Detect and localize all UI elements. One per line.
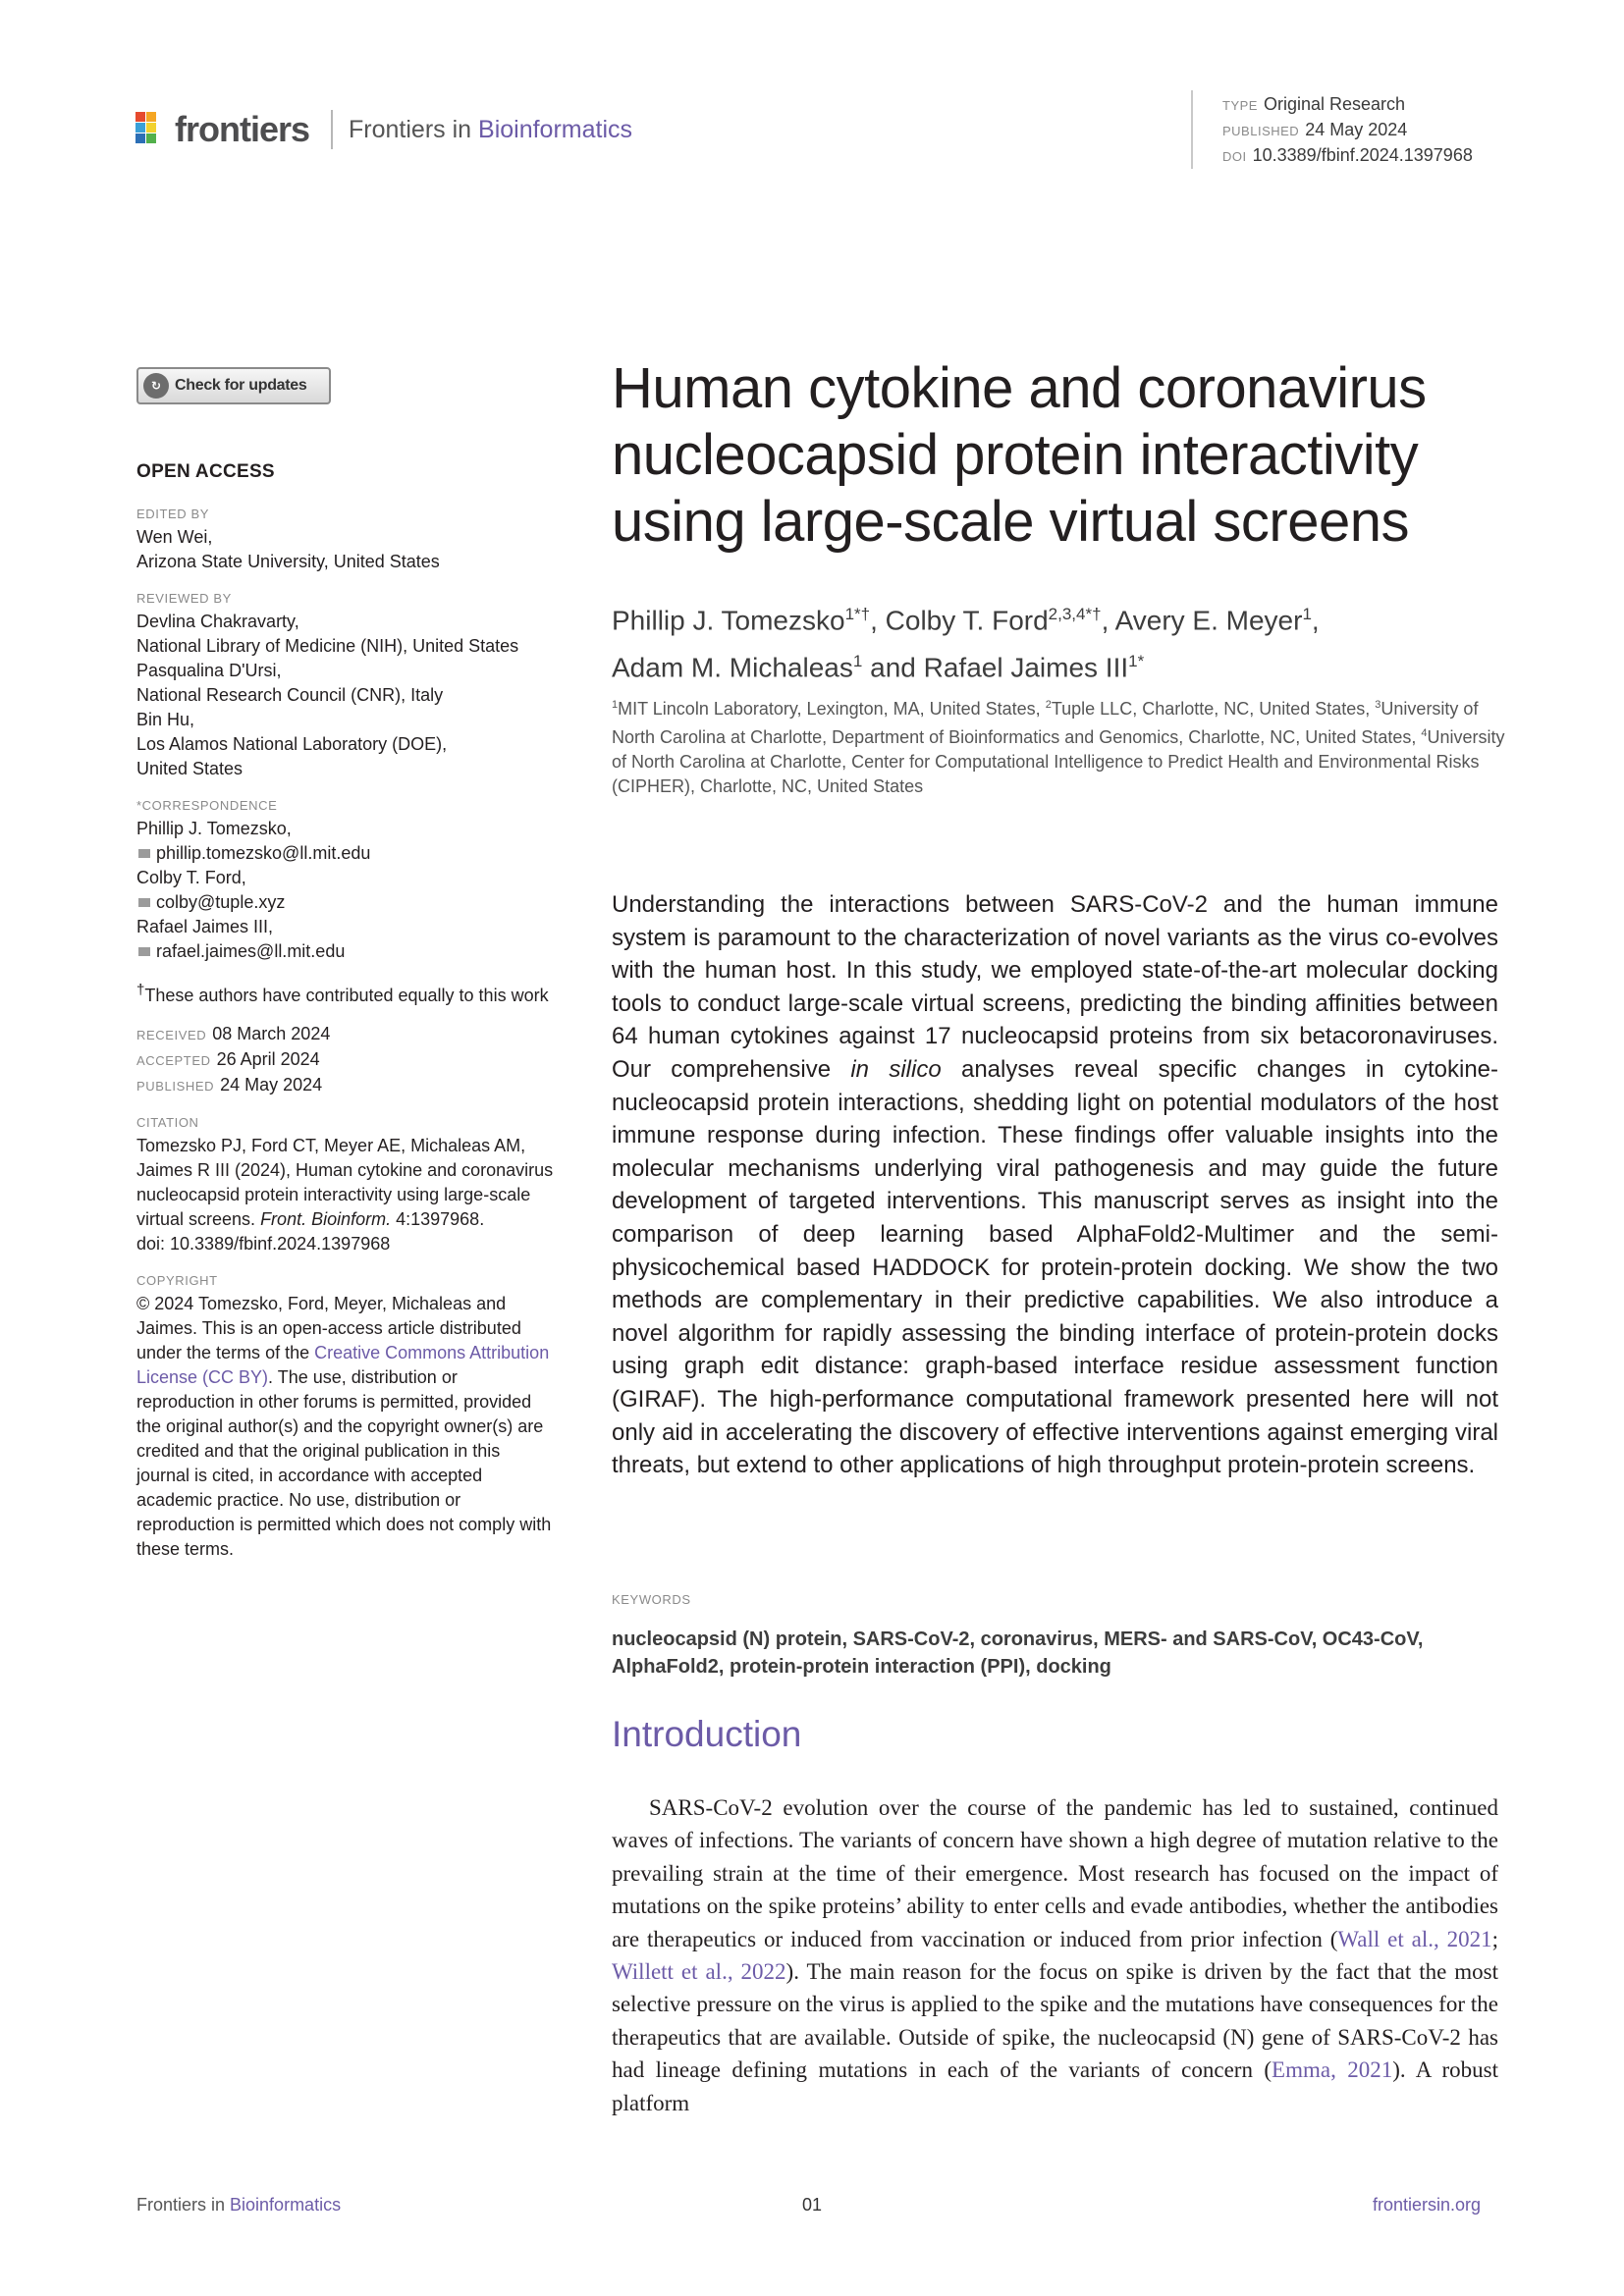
header-divider — [331, 110, 333, 149]
editor-affiliation: Arizona State University, United States — [136, 552, 440, 571]
article-meta — [1222, 92, 1473, 169]
frontiers-logo[interactable] — [134, 108, 632, 151]
journal-name — [349, 116, 632, 144]
author-name: Colby T. Ford — [885, 605, 1049, 636]
citation-link[interactable]: Wall et al., 2021 — [1337, 1926, 1492, 1951]
reviewer-line: United States — [136, 759, 244, 778]
meta-divider — [1191, 90, 1193, 169]
author-sup: 1* — [1128, 652, 1145, 671]
corr-name: Colby T. Ford, — [136, 868, 246, 887]
affil-sup: 3 — [1375, 699, 1381, 711]
doi-row — [1222, 143, 1473, 169]
citation-journal: Front. Bioinform. — [260, 1209, 392, 1229]
author-name: Adam M. Michaleas — [612, 652, 853, 683]
abstract-italic: in silico — [850, 1055, 942, 1083]
abstract-part1: Understanding the interactions between SARS-CoV-2 and the human immune system is paramount to the characterization of novel variants as the virus co-evolves with the human host. In this study, we employed state-of-the-art molecular docking tools to conduct large-scale virtual screens, predicting the binding affinities between 64 human cytokines against 17 nucleocapsid proteins from six betacoronaviruses. Our comprehensive — [612, 891, 1498, 1083]
copyright-section — [136, 1270, 554, 1562]
reviewer-line: National Research Council (CNR), Italy — [136, 685, 444, 705]
article-title: Human cytokine and coronavirus nucleocapsid protein interactivity using large-scale virtual screens — [612, 356, 1427, 554]
citation-text: Tomezsko PJ, Ford CT, Meyer AE, Michaleas AM, Jaimes R III (2024), Human cytokine and coronavirus nucleocapsid protein interactivity using large-scale virtual screens. — [136, 1136, 554, 1229]
citation-link[interactable]: Willett et al., 2022 — [612, 1959, 786, 1985]
corr-email-row — [136, 890, 554, 915]
affiliations — [612, 693, 1505, 799]
corr-email-row — [136, 841, 554, 866]
affil-text: University of North Carolina at Charlotte, Center for Computational Intelligence to Predict Health and Environmental Risks (CIPHER), Charlotte, NC, United States — [612, 727, 1505, 796]
footer-brand: Bioinformatics — [230, 2195, 342, 2215]
type-value: Original Research — [1263, 94, 1406, 114]
edited-by-label: EDITED BY — [136, 507, 210, 521]
check-updates-label: Check for updates — [175, 377, 307, 394]
check-updates-icon: ↻ — [143, 373, 169, 399]
received-row — [136, 1022, 554, 1047]
sidebar — [136, 459, 554, 1575]
published-row — [1222, 118, 1473, 143]
author-sep: , — [1311, 605, 1320, 636]
reviewer-line: Pasqualina D'Ursi, — [136, 661, 282, 680]
published-value: 24 May 2024 — [1305, 120, 1408, 139]
editor-name: Wen Wei, — [136, 527, 213, 547]
mail-icon — [138, 898, 150, 907]
dates-section — [136, 1022, 554, 1098]
affil-text: Tuple LLC, Charlotte, NC, United States, — [1051, 699, 1376, 719]
corr-email[interactable]: rafael.jaimes@ll.mit.edu — [156, 941, 346, 961]
footer-journal — [136, 2195, 341, 2216]
published-label: PUBLISHED — [136, 1079, 215, 1094]
received-date: 08 March 2024 — [212, 1024, 331, 1043]
mail-icon — [138, 947, 150, 956]
accepted-row — [136, 1047, 554, 1073]
page-number: 01 — [802, 2195, 823, 2215]
introduction-heading: Introduction — [612, 1714, 802, 1754]
type-label: TYPE — [1222, 98, 1258, 113]
doi-value[interactable]: 10.3389/fbinf.2024.1397968 — [1252, 145, 1473, 165]
edited-by-section — [136, 504, 554, 574]
corr-name: Rafael Jaimes III, — [136, 917, 274, 936]
type-row — [1222, 92, 1473, 118]
affil-text: MIT Lincoln Laboratory, Lexington, MA, United States, — [618, 699, 1046, 719]
citation-doi: doi: 10.3389/fbinf.2024.1397968 — [136, 1234, 391, 1254]
mail-icon — [138, 849, 150, 858]
abstract-part2: analyses reveal specific changes in cytokine-nucleocapsid protein interactions, shedding light on potential modulators of the host immune response during infection. These findings offer valuable insights into the molecular mechanisms underlying viral pathogenesis and may guide the future development of targeted interventions. This manuscript serves as insight into the comparison of deep learning based AlphaFold2-Multimer and the semi-physicochemical based HADDOCK for protein-protein docking. We show the two methods are complementary in their predictive capabilities. We also introduce a novel algorithm for rapidly assessing the binding interface of protein-protein docks using graph edit distance: graph-based interface residue assessment function (GIRAF). The high-performance computational framework presented here will not only aid in accelerating the discovery of effective interventions against emerging viral threats, but extend to other applications of high throughput protein-protein screens. — [612, 1055, 1498, 1479]
author-sup: 1 — [1302, 605, 1312, 623]
published-date: 24 May 2024 — [220, 1075, 323, 1095]
author-name: Avery E. Meyer — [1114, 605, 1303, 636]
cc-license-link[interactable]: Creative Commons Attribution License (CC BY) — [136, 1343, 550, 1387]
accepted-label: ACCEPTED — [136, 1053, 211, 1068]
citation-link[interactable]: Emma, 2021 — [1272, 2057, 1393, 2083]
citation-section — [136, 1112, 554, 1256]
affil-sup: 2 — [1045, 699, 1052, 711]
affil-sup: 1 — [612, 699, 619, 711]
equal-note-text: These authors have contributed equally to this work — [144, 986, 549, 1005]
journal-brand: Bioinformatics — [478, 115, 633, 143]
reviewer-line: National Library of Medicine (NIH), United States — [136, 636, 519, 656]
copyright-label: COPYRIGHT — [136, 1273, 218, 1288]
reviewer-line: Devlina Chakravarty, — [136, 612, 299, 631]
author-list — [612, 594, 1505, 689]
corr-email[interactable]: colby@tuple.xyz — [156, 892, 286, 912]
open-access-label: OPEN ACCESS — [136, 461, 275, 482]
published-label: PUBLISHED — [1222, 124, 1300, 138]
abstract — [612, 888, 1498, 1482]
accepted-date: 26 April 2024 — [216, 1049, 320, 1069]
author-sup: 2,3,4*† — [1048, 605, 1102, 623]
doi-label: DOI — [1222, 149, 1247, 164]
footer-prefix: Frontiers in — [136, 2195, 231, 2215]
copyright-text-pre: © 2024 Tomezsko, Ford, Meyer, Michaleas and Jaimes. This is an open-access article distributed under the terms of the — [136, 1294, 521, 1362]
frontiers-logo-icon — [134, 110, 167, 149]
corr-email-row — [136, 939, 554, 964]
intro-text: SARS-CoV-2 evolution over the course of the pandemic has led to sustained, continued waves of infections. The variants of concern have shown a high degree of mutation relative to the prevailing strain at the time of their emergence. Most research has focused on the impact of mutations on the spike proteins’ ability to enter cells and evade antibodies, whether the antibodies are therapeutics or induced from vaccination or induced from prior infection ( — [612, 1795, 1498, 1951]
correspondence-section — [136, 795, 554, 964]
author-name: Rafael Jaimes III — [923, 652, 1129, 683]
citation-label: CITATION — [136, 1115, 199, 1130]
reviewed-by-label: REVIEWED BY — [136, 591, 232, 606]
author-sep: and — [862, 652, 924, 683]
equal-contribution-note — [136, 978, 554, 1008]
intro-text: ). The main reason for the focus on spike is driven by the fact that the most selective pressure on the virus is applied to the spike and the mutations have consequences for the therapeutics that are available. Outside of spike, the nucleocapsid (N) gene of SARS-CoV-2 has had lineage defining mutations in each of the variants of concern ( — [612, 1959, 1498, 2083]
corr-name: Phillip J. Tomezsko, — [136, 819, 292, 838]
citation-volume: 4:1397968. — [391, 1209, 485, 1229]
journal-prefix: Frontiers in — [349, 115, 479, 143]
intro-sep: ; — [1491, 1926, 1498, 1951]
corr-email[interactable]: phillip.tomezsko@ll.mit.edu — [156, 843, 371, 863]
published-row — [136, 1073, 554, 1098]
reviewed-by-section — [136, 588, 554, 781]
author-sep: , — [870, 605, 886, 636]
frontiers-wordmark: frontiers — [175, 109, 310, 149]
keywords: nucleocapsid (N) protein, SARS-CoV-2, coronavirus, MERS- and SARS-CoV, OC43-CoV, AlphaFold2, protein-protein interaction (PPI), docking — [612, 1629, 1424, 1678]
keywords-label: KEYWORDS — [612, 1592, 691, 1607]
received-label: RECEIVED — [136, 1028, 207, 1042]
introduction-text — [612, 1791, 1498, 2119]
affil-sup: 4 — [1421, 727, 1428, 739]
reviewer-line: Bin Hu, — [136, 710, 195, 729]
affil-text: University of North Carolina at Charlotte, Department of Bioinformatics and Genomics, Charlotte, NC, United States, — [612, 699, 1479, 747]
author-sup: 1*† — [844, 605, 871, 623]
correspondence-label: *CORRESPONDENCE — [136, 798, 278, 813]
reviewer-line: Los Alamos National Laboratory (DOE), — [136, 734, 448, 754]
dagger-mark: † — [136, 982, 145, 998]
author-sup: 1 — [852, 652, 863, 671]
copyright-text-post: . The use, distribution or reproduction in other forums is permitted, provided the original author(s) and the copyright owner(s) are credited and that the original publication in this journal is cited, in accordance with accepted academic practice. No use, distribution or reproduction is permitted which does not comply with these terms. — [136, 1367, 552, 1559]
author-name: Phillip J. Tomezsko — [612, 605, 845, 636]
author-sep: , — [1101, 605, 1115, 636]
footer-site-link[interactable]: frontiersin.org — [1373, 2195, 1482, 2215]
check-for-updates-button[interactable] — [136, 367, 331, 404]
intro-text: ). A robust platform — [612, 2057, 1498, 2115]
